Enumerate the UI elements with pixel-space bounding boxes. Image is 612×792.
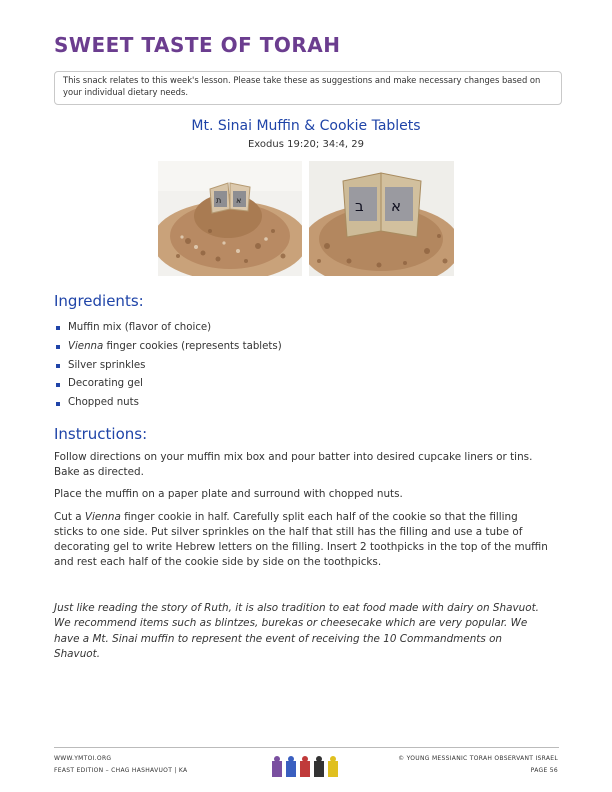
svg-text:א: א: [236, 196, 242, 205]
footer-edition: FEAST EDITION – CHAG HASHAVUOT | KA: [54, 767, 188, 774]
ingredient-text: Muffin mix (flavor of choice): [68, 322, 212, 333]
page-title: SWEET TASTE OF TORAH: [54, 33, 341, 57]
ingredient-emphasis: Vienna: [68, 340, 104, 352]
instruction-text: Cut a: [54, 511, 85, 523]
footer-site: WWW.YMTOI.ORG: [54, 755, 112, 762]
instruction-text: finger cookie in half. Carefully split each half of the cookie so that the filling sticks to one side. Put silver sprinkles on the half that still has the filling and use a tube of decorating gel to write Hebrew letters on the filling. Insert 2 toothpicks in the top of the muffin and rest each half of the cookie side by side on the toothpicks.: [54, 511, 548, 568]
list-item: [56, 338, 282, 357]
ingredient-text: Decorating gel: [68, 378, 143, 390]
ingredient-text: Chopped nuts: [68, 397, 139, 409]
bullet-icon: [56, 383, 60, 387]
list-item: [56, 357, 282, 376]
dietary-note: This snack relates to this week's lesson. Please take these as suggestions and make necessary changes based on your individual dietary needs.: [54, 71, 562, 105]
svg-text:ב: ב: [355, 197, 364, 215]
ingredients-heading: Ingredients:: [54, 292, 144, 310]
closing-note: Just like reading the story of Ruth, it is also tradition to eat food made with dairy on Shavuot. We recommend items such as blintzes, burekas or cheesecake which are very popular. We have a Mt. Sinai muffin to represent the event of receiving the 10 Commandments on Shavuot.: [54, 602, 539, 661]
instruction-step-2: Place the muffin on a paper plate and surround with chopped nuts.: [54, 488, 403, 500]
instruction-step-1: Follow directions on your muffin mix box and pour batter into desired cupcake liners or tins. Bake as directed.: [54, 451, 533, 478]
bullet-icon: [56, 402, 60, 406]
ymtoi-logo: [270, 755, 350, 779]
instruction-emphasis: Vienna: [84, 511, 121, 523]
svg-text:ת: ת: [216, 196, 222, 205]
footer-copyright: © YOUNG MESSIANIC TORAH OBSERVANT ISRAEL: [398, 755, 558, 762]
list-item: [56, 319, 282, 338]
ingredient-list: [56, 319, 282, 413]
bullet-icon: [56, 364, 60, 368]
ingredient-text: finger cookies (represents tablets): [103, 340, 282, 352]
bullet-icon: [56, 345, 60, 349]
instructions-heading: Instructions:: [54, 425, 148, 443]
footer-page-number: PAGE 56: [530, 767, 558, 774]
instruction-step-3: [54, 510, 549, 570]
muffin-photo-left: [158, 161, 302, 276]
recipe-title: Mt. Sinai Muffin & Cookie Tablets: [191, 118, 421, 134]
svg-text:א: א: [391, 197, 402, 215]
ingredient-text: Silver sprinkles: [68, 359, 146, 371]
muffin-photo-right: [309, 161, 454, 276]
list-item: [56, 394, 282, 413]
scripture-reference: Exodus 19:20; 34:4, 29: [247, 139, 365, 150]
list-item: [56, 375, 282, 394]
footer-divider: [54, 747, 559, 748]
bullet-icon: [56, 326, 60, 330]
